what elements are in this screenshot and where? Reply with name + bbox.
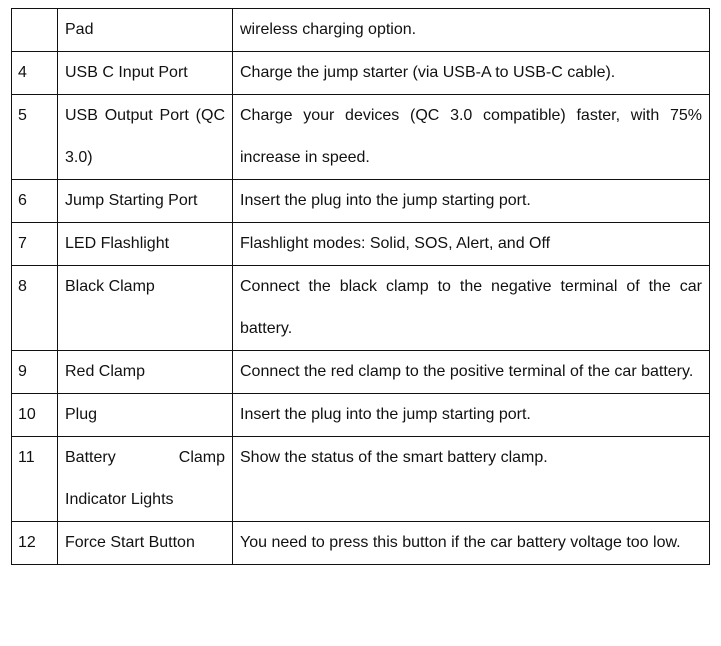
item-number: 4 bbox=[12, 52, 58, 95]
part-description: Connect the black clamp to the negative terminal of the car battery. bbox=[233, 266, 710, 351]
table-row bbox=[12, 266, 710, 351]
item-number: 12 bbox=[12, 522, 58, 565]
part-description: wireless charging option. bbox=[233, 9, 710, 52]
part-description: Charge the jump starter (via USB-A to USB-C cable). bbox=[233, 52, 710, 95]
table-row bbox=[12, 522, 710, 565]
part-name: Pad bbox=[58, 9, 233, 52]
item-number: 9 bbox=[12, 351, 58, 394]
table-row bbox=[12, 351, 710, 394]
part-description: Connect the red clamp to the positive terminal of the car battery. bbox=[233, 351, 710, 394]
part-description: Show the status of the smart battery clamp. bbox=[233, 437, 710, 522]
part-name: Battery Clamp Indicator Lights bbox=[58, 437, 233, 522]
table-row bbox=[12, 180, 710, 223]
part-name: Jump Starting Port bbox=[58, 180, 233, 223]
part-description: Flashlight modes: Solid, SOS, Alert, and Off bbox=[233, 223, 710, 266]
part-description: Insert the plug into the jump starting port. bbox=[233, 394, 710, 437]
table-row bbox=[12, 394, 710, 437]
part-description: Insert the plug into the jump starting port. bbox=[233, 180, 710, 223]
item-number: 11 bbox=[12, 437, 58, 522]
table-row bbox=[12, 95, 710, 180]
table-row bbox=[12, 52, 710, 95]
part-name: Force Start Button bbox=[58, 522, 233, 565]
item-number: 10 bbox=[12, 394, 58, 437]
part-name: USB C Input Port bbox=[58, 52, 233, 95]
table-row bbox=[12, 9, 710, 52]
parts-table bbox=[11, 8, 710, 565]
table-row bbox=[12, 437, 710, 522]
part-name: Red Clamp bbox=[58, 351, 233, 394]
part-description: Charge your devices (QC 3.0 compatible) faster, with 75% increase in speed. bbox=[233, 95, 710, 180]
item-number: 6 bbox=[12, 180, 58, 223]
item-number: 8 bbox=[12, 266, 58, 351]
table-row bbox=[12, 223, 710, 266]
part-description: You need to press this button if the car battery voltage too low. bbox=[233, 522, 710, 565]
part-name: Black Clamp bbox=[58, 266, 233, 351]
part-name: Plug bbox=[58, 394, 233, 437]
item-number: 7 bbox=[12, 223, 58, 266]
item-number: 5 bbox=[12, 95, 58, 180]
item-number bbox=[12, 9, 58, 52]
part-name: USB Output Port (QC 3.0) bbox=[58, 95, 233, 180]
part-name: LED Flashlight bbox=[58, 223, 233, 266]
